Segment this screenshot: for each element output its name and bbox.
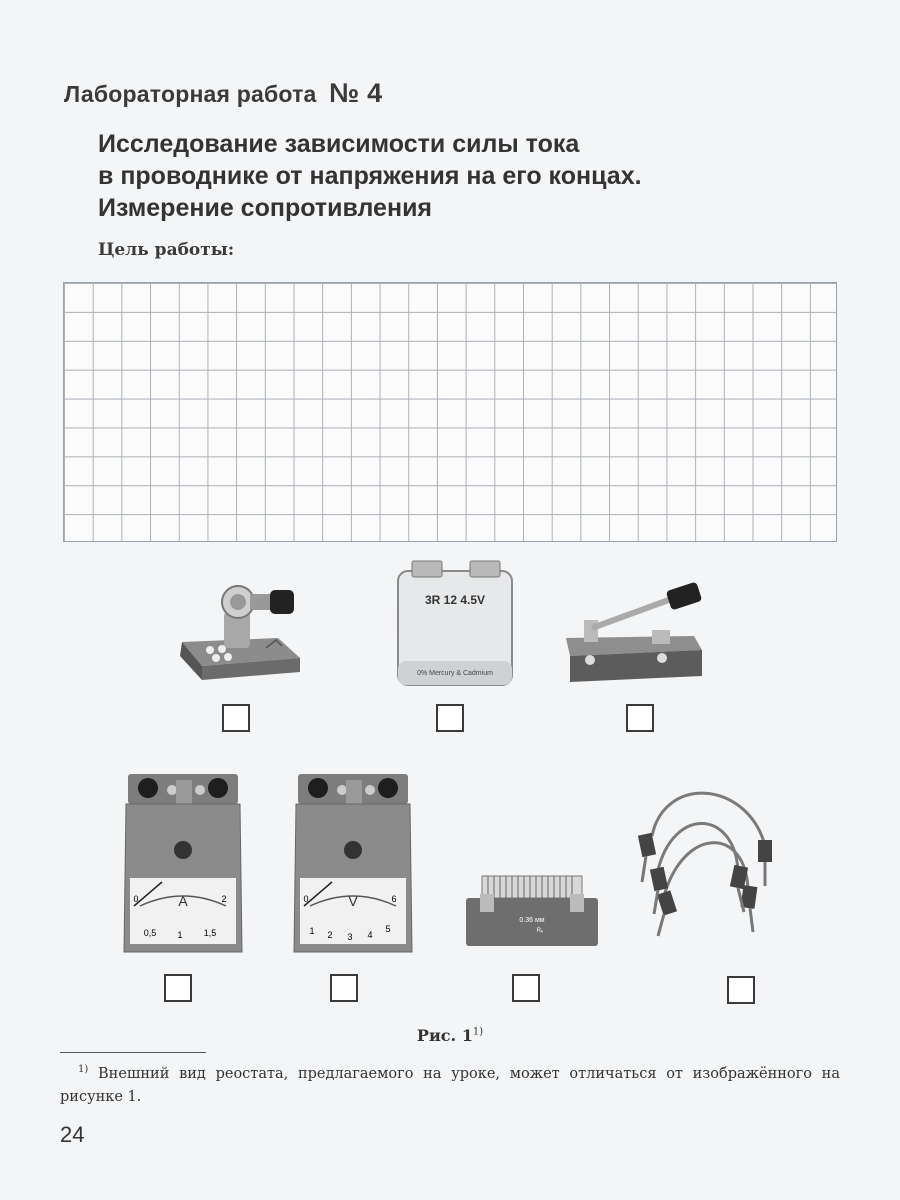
voltmeter-tick-6: 6 bbox=[391, 894, 397, 904]
title-line-3: Измерение сопротивления bbox=[98, 194, 433, 222]
answer-grid[interactable] bbox=[63, 282, 837, 542]
figure-caption bbox=[0, 1026, 900, 1045]
checkbox-battery[interactable] bbox=[436, 704, 464, 732]
ammeter-tick-4: 2 bbox=[221, 894, 227, 904]
checkbox-ammeter[interactable] bbox=[164, 974, 192, 1002]
voltmeter-tick-5: 5 bbox=[385, 924, 391, 934]
footnote-mark: 1) bbox=[78, 1064, 89, 1075]
lab-number: № 4 bbox=[329, 78, 383, 108]
battery-illustration bbox=[396, 557, 516, 689]
checkbox-voltmeter[interactable] bbox=[330, 974, 358, 1002]
ammeter-tick-1: 0,5 bbox=[143, 928, 157, 938]
title-line-1: Исследование зависимости силы тока bbox=[98, 130, 580, 158]
lab-label: Лабораторная работа bbox=[64, 81, 317, 107]
figure-footnote-mark: 1) bbox=[472, 1026, 484, 1038]
page-title bbox=[98, 128, 858, 224]
voltmeter-tick-3: 3 bbox=[347, 932, 353, 942]
ammeter-tick-0: 0 bbox=[133, 894, 139, 904]
checkbox-connecting-wires[interactable] bbox=[727, 976, 755, 1004]
battery-sublabel: 0% Mercury & Cadmium bbox=[417, 670, 493, 677]
voltmeter-illustration bbox=[290, 774, 416, 954]
ammeter-tick-2: 1 bbox=[177, 930, 183, 940]
knife-switch-illustration bbox=[562, 580, 712, 690]
potentiometer-illustration bbox=[170, 580, 310, 690]
resistor-sublabel: Rₑ bbox=[536, 928, 544, 934]
connecting-wires-illustration bbox=[634, 786, 784, 946]
footnote-divider bbox=[60, 1052, 206, 1053]
figure-caption-text: Рис. 1 bbox=[416, 1026, 473, 1045]
voltmeter-tick-0: 0 bbox=[303, 894, 309, 904]
voltmeter-tick-1: 1 bbox=[309, 926, 315, 936]
footnote-text: Внешний вид реостата, предлагаемого на уроке, может отличаться от изображённого на рисунке 1. bbox=[60, 1065, 840, 1105]
voltmeter-unit: V bbox=[348, 893, 358, 909]
ammeter-unit: A bbox=[178, 893, 188, 909]
checkbox-potentiometer[interactable] bbox=[222, 704, 250, 732]
checkbox-resistor[interactable] bbox=[512, 974, 540, 1002]
voltmeter-tick-4: 4 bbox=[367, 930, 373, 940]
page-number: 24 bbox=[60, 1122, 85, 1147]
resistor-illustration bbox=[462, 866, 602, 950]
goal-label: Цель работы: bbox=[98, 240, 235, 260]
ammeter-illustration bbox=[120, 774, 246, 954]
ammeter-tick-3: 1,5 bbox=[203, 928, 217, 938]
resistor-label: 0.36 мм bbox=[519, 917, 545, 924]
battery-label: 3R 12 4.5V bbox=[424, 593, 486, 607]
voltmeter-tick-2: 2 bbox=[327, 930, 333, 940]
footnote bbox=[60, 1058, 840, 1109]
lab-title bbox=[64, 78, 382, 109]
checkbox-knife-switch[interactable] bbox=[626, 704, 654, 732]
title-line-2: в проводнике от напряжения на его концах. bbox=[98, 162, 642, 190]
